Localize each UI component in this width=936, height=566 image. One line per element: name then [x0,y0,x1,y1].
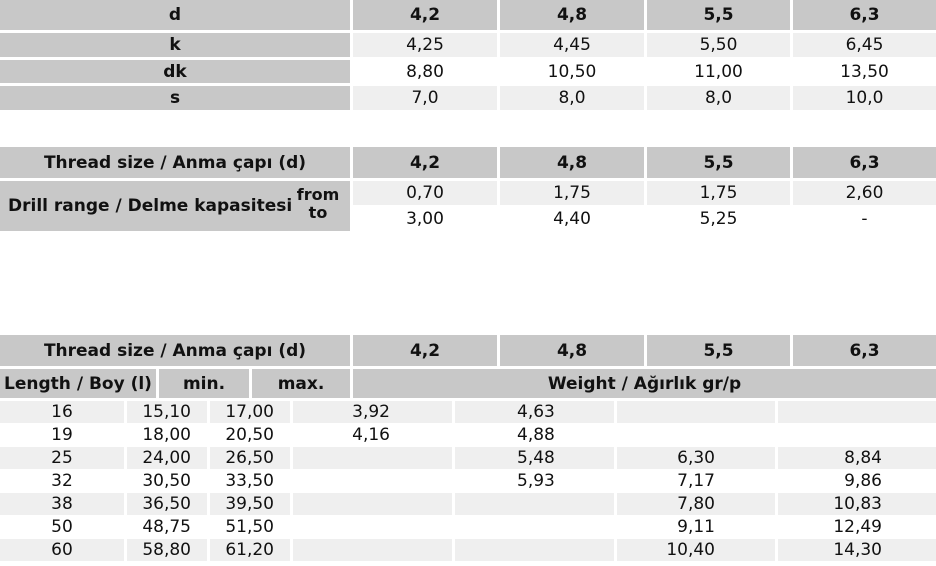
drill-to-cell: - [793,207,936,231]
weight-cell [617,401,775,423]
table2-header-value: 5,5 [647,147,790,178]
weight-cell: 10,40 [617,539,775,561]
drill-to-cell: 5,25 [647,207,790,231]
length-cell: 60 [0,539,124,561]
table1-header-label: d [0,0,350,30]
weight-cell: 5,93 [455,470,614,492]
min-cell: 58,80 [127,539,207,561]
table1-cell: 8,0 [647,86,790,110]
to-label: to [308,203,328,222]
table1-row-label: k [0,33,350,57]
table1-cell: 8,80 [353,60,497,83]
weight-cell: 7,17 [617,470,775,492]
length-header: Length / Boy (l) [0,369,156,398]
max-cell: 33,50 [210,470,290,492]
weight-cell: 4,63 [455,401,614,423]
table1-cell: 5,50 [647,33,790,57]
min-cell: 36,50 [127,493,207,515]
drill-range-text: Drill range / Delme kapasitesi [8,196,293,216]
length-cell: 19 [0,424,124,446]
min-cell: 24,00 [127,447,207,469]
table2-header-label: Thread size / Anma çapı (d) [0,147,350,178]
weight-header: Weight / Ağırlık gr/p [353,369,936,398]
drill-from-cell: 1,75 [647,181,790,205]
weight-cell [617,424,775,446]
length-cell: 50 [0,516,124,538]
table1-header-value: 5,5 [647,0,790,30]
table1-cell: 7,0 [353,86,497,110]
weight-cell: 3,92 [293,401,452,423]
weight-cell: 6,30 [617,447,775,469]
min-cell: 15,10 [127,401,207,423]
table1-cell: 4,45 [500,33,644,57]
max-header: max. [252,369,350,398]
weight-cell: 10,83 [778,493,936,515]
drill-to-cell: 3,00 [353,207,497,231]
table2-header-value: 4,2 [353,147,497,178]
table2-header-value: 4,8 [500,147,644,178]
max-cell: 51,50 [210,516,290,538]
drill-from-cell: 1,75 [500,181,644,205]
weight-cell [293,447,452,469]
table1-row-label: s [0,86,350,110]
min-cell: 48,75 [127,516,207,538]
max-cell: 26,50 [210,447,290,469]
table1-header-value: 4,2 [353,0,497,30]
table1-cell: 13,50 [793,60,936,83]
table3-header-label: Thread size / Anma çapı (d) [0,335,350,366]
table1-cell: 10,50 [500,60,644,83]
weight-cell [293,470,452,492]
weight-cell: 14,30 [778,539,936,561]
weight-cell: 12,49 [778,516,936,538]
weight-cell: 8,84 [778,447,936,469]
table1-header-value: 6,3 [793,0,936,30]
table3-header-value: 4,8 [500,335,644,366]
length-cell: 38 [0,493,124,515]
weight-cell [293,493,452,515]
table2-header-value: 6,3 [793,147,936,178]
weight-cell: 4,88 [455,424,614,446]
weight-cell [455,539,614,561]
weight-cell [293,516,452,538]
weight-cell: 9,86 [778,470,936,492]
table1-header-value: 4,8 [500,0,644,30]
weight-cell: 9,11 [617,516,775,538]
weight-cell: 5,48 [455,447,614,469]
table3-header-value: 4,2 [353,335,497,366]
weight-cell [293,539,452,561]
min-cell: 18,00 [127,424,207,446]
table3-header-value: 5,5 [647,335,790,366]
max-cell: 61,20 [210,539,290,561]
table1-row-label: dk [0,60,350,83]
weight-cell [778,401,936,423]
max-cell: 39,50 [210,493,290,515]
table1-cell: 6,45 [793,33,936,57]
weight-cell [455,493,614,515]
length-cell: 25 [0,447,124,469]
length-cell: 16 [0,401,124,423]
table3-header-value: 6,3 [793,335,936,366]
min-cell: 30,50 [127,470,207,492]
table1-cell: 4,25 [353,33,497,57]
table1-cell: 8,0 [500,86,644,110]
from-label: from [296,185,340,204]
max-cell: 20,50 [210,424,290,446]
from-to-labels [292,186,344,226]
min-header: min. [159,369,249,398]
table1-cell: 10,0 [793,86,936,110]
weight-cell [455,516,614,538]
drill-from-cell: 2,60 [793,181,936,205]
drill-from-cell: 0,70 [353,181,497,205]
weight-cell: 7,80 [617,493,775,515]
drill-to-cell: 4,40 [500,207,644,231]
max-cell: 17,00 [210,401,290,423]
length-cell: 32 [0,470,124,492]
weight-cell [778,424,936,446]
weight-cell: 4,16 [293,424,452,446]
table1-cell: 11,00 [647,60,790,83]
